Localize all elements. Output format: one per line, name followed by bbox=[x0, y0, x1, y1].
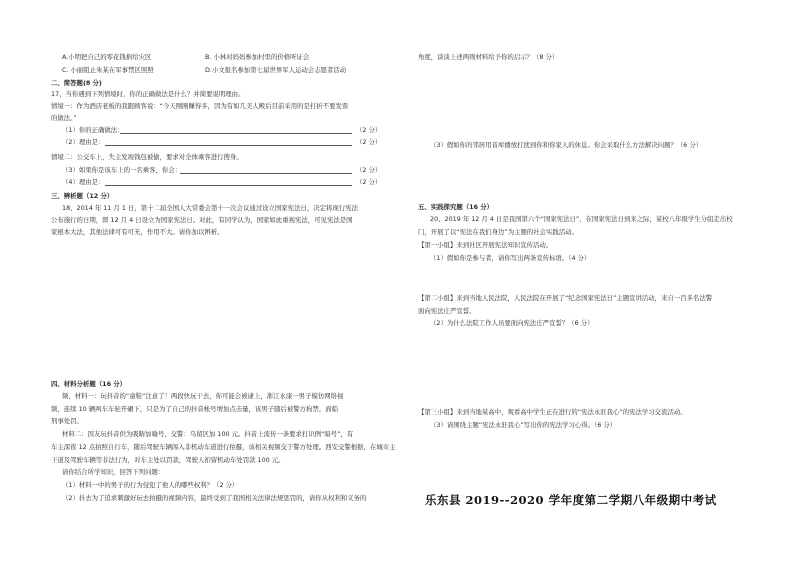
q17-answer-3-label: （3）如果你是该车上的一名乘客，你会： bbox=[62, 166, 182, 174]
section-5-title: 五、实践探究题（16 分） bbox=[418, 203, 494, 211]
q17-answer-4-line[interactable] bbox=[105, 185, 352, 186]
q19-sub-3: （3）假如你的邻居用音库播放打扰到你和你家人的休息。你会采取什么方法解决问题？（6 分） bbox=[430, 141, 703, 149]
q19-line-3: 刑事处罚。 bbox=[51, 417, 83, 425]
q19-sub-1: （1）材料一中的男子的行为侵犯了他人的哪些权利？（2 分） bbox=[62, 481, 239, 489]
q17-answer-2-points: （2 分） bbox=[356, 138, 382, 146]
q17-answer-3-line[interactable] bbox=[180, 173, 352, 174]
q17-answer-1-line[interactable] bbox=[120, 133, 352, 134]
q19-line-1: 频，材料一：玩抖音的“童鞋”注意了！两段快玩干去，你可能会被逮上，浙江永康一男子模仿网络视 bbox=[62, 392, 344, 400]
q18-line-3: 家根本大法，其他法律可有可无，作用不大。请你加以辨析。 bbox=[51, 228, 224, 236]
q19-line-5: 车主深夜 12 点拍照自行车，随后驾驶车辆闯入非机动车道进行拍摄，该相关视频交于警方处理。西安交警根据，在城市主 bbox=[51, 443, 396, 451]
q17-answer-2-line[interactable] bbox=[105, 145, 352, 146]
group-2-task: 【第二小组】来到当地人民法院，人民法院在开展了“纪念国家宪法日”主题宣讲活动，来自一百多名法警 bbox=[418, 294, 713, 302]
q17-answer-1-label: （1）你的正确做法： bbox=[62, 126, 124, 134]
option-a: A.小明把自己的零花钱捐给灾区 bbox=[62, 53, 152, 61]
q19-sub-2: （2）抖去为了追求刺激好玩去拍摄的视频内容，最终受到了我国相关法律法规惩罚的，请你从权利和义务的 bbox=[62, 494, 367, 502]
q17-answer-1-points: （2 分） bbox=[356, 126, 382, 134]
q20-line-2: 门，开展了以“宪法在我们身边”为主题的社会实践活动。 bbox=[418, 228, 578, 236]
q19-sub-2-cont: 角度，谈谈上述两则材料给予你的启示？（8 分） bbox=[418, 53, 559, 61]
group-2-question: （2）为什么法院工作人员要面向宪法庄严宣誓？（6 分） bbox=[430, 319, 594, 327]
q19-prompt: 请你结合所学知识，回答下列问题： bbox=[62, 468, 165, 476]
group-3-task: 【第三小组】来到当地某高中，观看高中学生正在进行的“宪法永驻我心”的宪法学习交流活动。 bbox=[418, 408, 687, 416]
q17-scene-2: 情境二：公交车上，失主发现钱包被偷，要求对全体乘客进行搜身。 bbox=[51, 153, 243, 161]
q17-stem: 17、当你遇到下列情境时，你的正确做法是什么？并简要说明理由。 bbox=[51, 90, 245, 98]
q20-line-1: 20、2019 年 12 月 4 日是我国第六个“国家宪法日”，在国家宪法日到来之际，某校八年级学生分组走出校 bbox=[430, 215, 733, 223]
q19-line-2: 频，连续 10 辆两车车轮开碾下，只是为了自己的抖音帐号增加点击量，该男子随后被警方拘禁，面临 bbox=[51, 405, 338, 413]
group-2-task-cont: 面向宪法庄严宣誓。 bbox=[418, 307, 476, 315]
q17-answer-4-points: （2 分） bbox=[356, 178, 382, 186]
q19-line-6: 干道及驾驶车辆等非法行为，对车主处以罚款，驾驶人扣留机动车处罚款 100 元。 bbox=[51, 456, 285, 464]
group-1-question: （1）假如你是参与者，请你写出两条宣传标语。（4 分） bbox=[430, 254, 591, 262]
q17-scene-1: 情境一：作为酒店老板的我跟顾客说：“今天刚刚赚得多，因为有如几美人殿后目前采用的是打折不要发票 bbox=[51, 102, 349, 110]
group-1-task: 【第一小组】来到社区开展宪法知识宣传活动。 bbox=[418, 241, 553, 249]
q17-answer-4-label: （4）理由是： bbox=[62, 178, 105, 186]
q17-answer-2-label: （2）理由是： bbox=[62, 138, 105, 146]
section-2-title: 二、简答题(8 分) bbox=[51, 79, 102, 87]
section-3-title: 三、辨析题（12 分） bbox=[51, 192, 114, 200]
q19-line-4: 材料二：因友玩抖音供为吸睛加喻号，交警：乌留区加 100 元。抖音上流传一条要求打识例“暗号”，有 bbox=[62, 430, 354, 438]
q17-scene-1-cont: 的做法。” bbox=[51, 114, 77, 122]
option-b: B. 小林对妈妈参加村里的价格听证会 bbox=[205, 53, 310, 61]
group-3-question: （3）请围绕主题“宪法永驻我心”写出你的宪法学习心得。（6 分） bbox=[430, 421, 617, 429]
q18-line-1: 18、2014 年 11 月 1 日，第十二届全国人大常委会第十一次会议通过设立国家宪法日，决定将现行宪法 bbox=[62, 204, 358, 212]
option-c: C. 小丽阻止朱某在军事禁区照照 bbox=[62, 66, 154, 74]
q18-line-2: 公布施行的日期，即 12 月 4 日设立为国家宪法日。对此，有同学认为，国家如此重视宪法，可见宪法是国 bbox=[51, 216, 353, 224]
section-4-title: 四、材料分析题（16 分） bbox=[51, 380, 127, 388]
option-d: D.小文报名参加第七届世界军人运动会志愿者活动 bbox=[205, 66, 347, 74]
q17-answer-3-points: （2 分） bbox=[356, 166, 382, 174]
exam-title: 乐东县 2019--2020 学年度第二学期八年级期中考试 bbox=[425, 493, 717, 507]
